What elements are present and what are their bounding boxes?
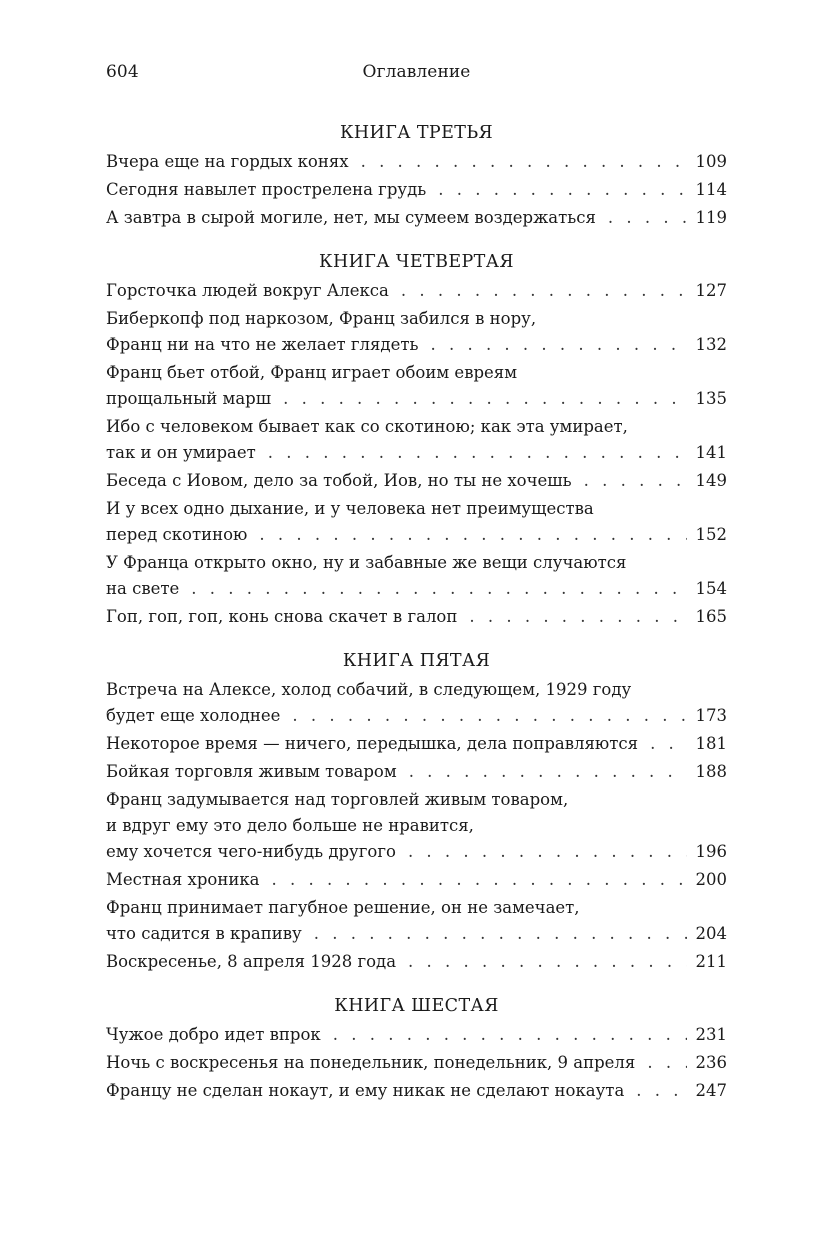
toc-page-number: 165 (695, 607, 727, 626)
toc-entry (106, 468, 727, 494)
book-section (106, 248, 727, 630)
toc-entry (106, 604, 727, 630)
toc-entry-title: перед скотиною (106, 525, 248, 544)
toc-entry-row (106, 703, 727, 729)
toc-entry-line: Франц задумывается над торговлей живым товаром, (106, 790, 569, 809)
toc-entry-title: ему хочется чего-нибудь другого (106, 842, 396, 861)
toc-entry-line: Франц принимает пагубное решение, он не замечает, (106, 898, 580, 917)
toc-page-number: 141 (695, 443, 727, 462)
toc-entry-row (106, 759, 727, 785)
toc-entry-line: и вдруг ему это дело больше не нравится, (106, 816, 474, 835)
toc-page-number: 173 (695, 706, 727, 725)
toc-page-number: 114 (695, 180, 727, 199)
dot-leader (409, 759, 687, 785)
toc-page-number: 152 (695, 525, 727, 544)
toc-entry-title: А завтра в сырой могиле, нет, мы сумеем воздержаться (106, 208, 596, 227)
toc-page-number: 109 (695, 152, 727, 171)
toc-entry (106, 205, 727, 231)
toc-entry (106, 949, 727, 975)
toc-page-number: 196 (695, 842, 727, 861)
toc-entry-title: будет еще холоднее (106, 706, 281, 725)
dot-leader (469, 604, 687, 630)
toc-entry (106, 414, 727, 466)
toc-entry (106, 759, 727, 785)
toc-page-number: 135 (695, 389, 727, 408)
page-number: 604 (106, 62, 139, 82)
toc-entry-row (106, 1050, 727, 1076)
toc-entry-row (106, 867, 727, 893)
toc-entry (106, 1050, 727, 1076)
dot-leader (636, 1078, 687, 1104)
dot-leader (191, 576, 687, 602)
toc-entry (106, 787, 727, 865)
toc-entry (106, 731, 727, 757)
running-title: Оглавление (362, 62, 471, 82)
book-title: КНИГА ТРЕТЬЯ (339, 123, 494, 143)
toc-entry-line: У Франца открыто окно, ну и забавные же вещи случаются (106, 553, 627, 572)
book-section (106, 647, 727, 975)
toc-entry-line: Встреча на Алексе, холод собачий, в следующем, 1929 году (106, 680, 632, 699)
toc-entry (106, 306, 727, 358)
toc-entry-line: И у всех одно дыхание, и у человека нет преимущества (106, 499, 594, 518)
toc-entry-title: Некоторое время — ничего, передышка, дела поправляются (106, 734, 639, 753)
dot-leader (333, 1022, 687, 1048)
toc-entry-row (106, 332, 727, 358)
dot-leader (430, 332, 687, 358)
toc-entry-row (106, 731, 727, 757)
toc-entry-title: Францу не сделан нокаут, и ему никак не сделают нокаута (106, 1081, 625, 1100)
toc-entry (106, 867, 727, 893)
book-section (106, 119, 727, 231)
toc-entry-row (106, 1078, 727, 1104)
toc-entry (106, 496, 727, 548)
toc-page-number: 211 (695, 952, 727, 971)
toc-entry-row (106, 604, 727, 630)
toc-entry-title: на свете (106, 579, 180, 598)
toc-page-number: 119 (695, 208, 727, 227)
toc-page-number: 181 (695, 734, 727, 753)
toc-entry (106, 149, 727, 175)
toc-entry (106, 278, 727, 304)
toc-entry (106, 677, 727, 729)
toc-entry-row (106, 177, 727, 203)
toc-entry (106, 550, 727, 602)
dot-leader (647, 1050, 687, 1076)
dot-leader (268, 440, 687, 466)
toc-page-number: 127 (695, 281, 727, 300)
toc-page-number: 149 (695, 471, 727, 490)
book-title: КНИГА ЧЕТВЕРТАЯ (319, 252, 514, 272)
toc-entry-row (106, 468, 727, 494)
toc-entry-row (106, 440, 727, 466)
toc-page-number: 132 (695, 335, 727, 354)
toc-page-number: 204 (695, 924, 727, 943)
toc-entry (106, 895, 727, 947)
toc-entry (106, 360, 727, 412)
dot-leader (271, 867, 687, 893)
dot-leader (584, 468, 687, 494)
toc-entry-line: Франц бьет отбой, Франц играет обоим евреям (106, 363, 518, 382)
toc-entry-title: Горсточка людей вокруг Алекса (106, 281, 389, 300)
toc-entry-title: прощальный марш (106, 389, 272, 408)
dot-leader (314, 921, 687, 947)
toc-entry-title: Гоп, гоп, гоп, конь снова скачет в галоп (106, 607, 458, 626)
toc-entry-title: Ночь с воскресенья на понедельник, понедельник, 9 апреля (106, 1053, 636, 1072)
toc-entry-row (106, 205, 727, 231)
toc-entry-row (106, 1022, 727, 1048)
toc-entry-row (106, 386, 727, 412)
dot-leader (608, 205, 687, 231)
toc-page-number: 200 (695, 870, 727, 889)
dot-leader (259, 522, 687, 548)
toc-entry (106, 1022, 727, 1048)
dot-leader (650, 731, 687, 757)
toc-entry-title: Вчера еще на гордых конях (106, 152, 349, 171)
toc-entry-title: Местная хроника (106, 870, 260, 889)
dot-leader (438, 177, 687, 203)
toc-page-number: 154 (695, 579, 727, 598)
dot-leader (408, 839, 687, 865)
toc-entry (106, 1078, 727, 1104)
toc-page-number: 231 (695, 1025, 727, 1044)
toc-entry-line: Биберкопф под наркозом, Франц забился в нору, (106, 309, 537, 328)
running-head (106, 62, 727, 88)
toc-entry-row (106, 278, 727, 304)
book-title: КНИГА ПЯТАЯ (342, 651, 491, 671)
table-of-contents (106, 119, 727, 1121)
toc-entry-title: Воскресенье, 8 апреля 1928 года (106, 952, 397, 971)
toc-entry (106, 177, 727, 203)
toc-entry-row (106, 921, 727, 947)
toc-entry-row (106, 522, 727, 548)
dot-leader (292, 703, 687, 729)
toc-entry-title: Бойкая торговля живым товаром (106, 762, 397, 781)
toc-entry-title: Сегодня навылет прострелена грудь (106, 180, 427, 199)
toc-entry-row (106, 576, 727, 602)
toc-entry-title: Чужое добро идет впрок (106, 1025, 321, 1044)
toc-entry-title: так и он умирает (106, 443, 256, 462)
toc-page-number: 236 (695, 1053, 727, 1072)
toc-entry-row (106, 149, 727, 175)
book-title: КНИГА ШЕСТАЯ (334, 996, 499, 1016)
toc-entry-title: что садится в крапиву (106, 924, 302, 943)
toc-entry-row (106, 949, 727, 975)
dot-leader (401, 278, 687, 304)
toc-entry-title: Беседа с Иовом, дело за тобой, Иов, но ты не хочешь (106, 471, 572, 490)
dot-leader (361, 149, 687, 175)
toc-page-number: 188 (695, 762, 727, 781)
dot-leader (283, 386, 687, 412)
toc-entry-line: Ибо с человеком бывает как со скотиною; как эта умирает, (106, 417, 628, 436)
book-section (106, 992, 727, 1104)
toc-entry-row (106, 839, 727, 865)
toc-entry-title: Франц ни на что не желает глядеть (106, 335, 419, 354)
dot-leader (408, 949, 687, 975)
toc-page-number: 247 (695, 1081, 727, 1100)
